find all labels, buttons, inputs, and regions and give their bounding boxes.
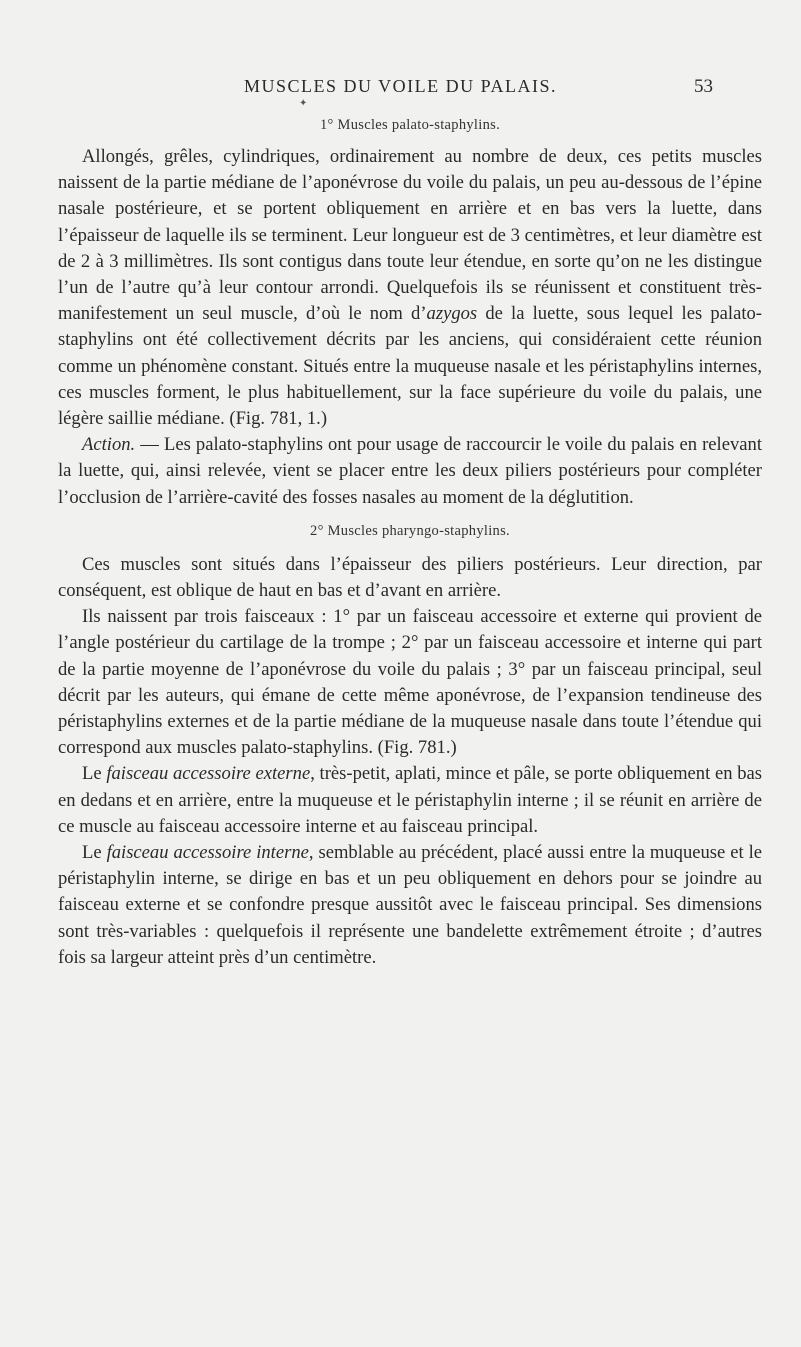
body-text (58, 117, 762, 971)
print-speck: ✦ (299, 98, 308, 109)
running-header (0, 76, 801, 102)
section-heading-pharyngo-staphylins: 2° Muscles pharyngo-staphylins. (310, 522, 510, 539)
paragraph: Le faisceau accessoire interne, semblable au précédent, placé aussi entre la muqueuse et le péristaphylin interne, se dirige en bas et un peu obliquement en dehors pour se joindre au faisceau externe et se confondre presque aussitôt avec le faisceau principal. Ses dimensions sont très-variables : quelquefois il représente une bandelette extrêmement étroite ; d’autres fois sa largeur atteint près d’un centimètre. (58, 842, 762, 968)
paragraph: Ils naissent par trois faisceaux : 1° par un faisceau accessoire et externe qui provient de l’angle postérieur du cartilage de la trompe ; 2° par un faisceau accessoire et interne qui part de la partie moyenne de l’aponévrose du voile du palais ; 3° par un faisceau principal, seul décrit par les auteurs, qui émane de cette même aponévrose, de l’expansion tendineuse des péristaphylins externes et de la partie médiane de la muqueuse nasale dans toute l’étendue qui correspond aux muscles palato-staphylins. (Fig. 781.) (58, 606, 762, 759)
running-title: MUSCLES DU VOILE DU PALAIS. (243, 76, 558, 96)
paragraph: Allongés, grêles, cylindriques, ordinairement au nombre de deux, ces petits muscles naissent de la partie médiane de l’aponévrose du voile du palais, un peu au-dessous de l’épine nasale postérieure, et se portent obliquement en arrière et en bas vers la luette, dans l’épaisseur de laquelle ils se terminent. Leur longueur est de 3 centimètres, et leur diamètre est de 2 à 3 millimètres. Ils sont contigus dans toute leur étendue, en sorte qu’on ne les distingue l’un de l’autre qu’à leur contour arrondi. Quelquefois ils se réunissent et constituent très-manifestement un seul muscle, d’où le nom d’azygos de la luette, sous lequel les palato-staphylins ont été collectivement décrits par les anciens, qui considéraient cette réunion comme un phénomène constant. Situés entre la muqueuse nasale et les péristaphylins internes, ces muscles forment, le plus habituellement, sur la face supérieure du voile du palais, une légère saillie médiane. (Fig. 781, 1.) (58, 146, 763, 430)
paragraph: Ces muscles sont situés dans l’épaisseur des piliers postérieurs. Leur direction, par conséquent, est oblique de haut en bas et d’avant en arrière. (58, 553, 762, 602)
paragraph: Le faisceau accessoire externe, très-petit, aplati, mince et pâle, se porte obliquement en bas en dedans et en arrière, entre la muqueuse et le péristaphylin interne ; il se réunit en arrière de ce muscle au faisceau accessoire interne et au faisceau principal. (58, 763, 763, 837)
page-number: 53 (694, 76, 713, 97)
section-heading-palato-staphylins: 1° Muscles palato-staphylins. (319, 117, 501, 133)
paragraph-action: Action. — Les palato-staphylins ont pour usage de raccourcir le voile du palais en relevant la luette, qui, ainsi relevée, vient se placer entre les deux piliers postérieurs pour compléter l’occlusion de l’arrière-cavité des fosses nasales au moment de la déglutition. (58, 434, 762, 508)
